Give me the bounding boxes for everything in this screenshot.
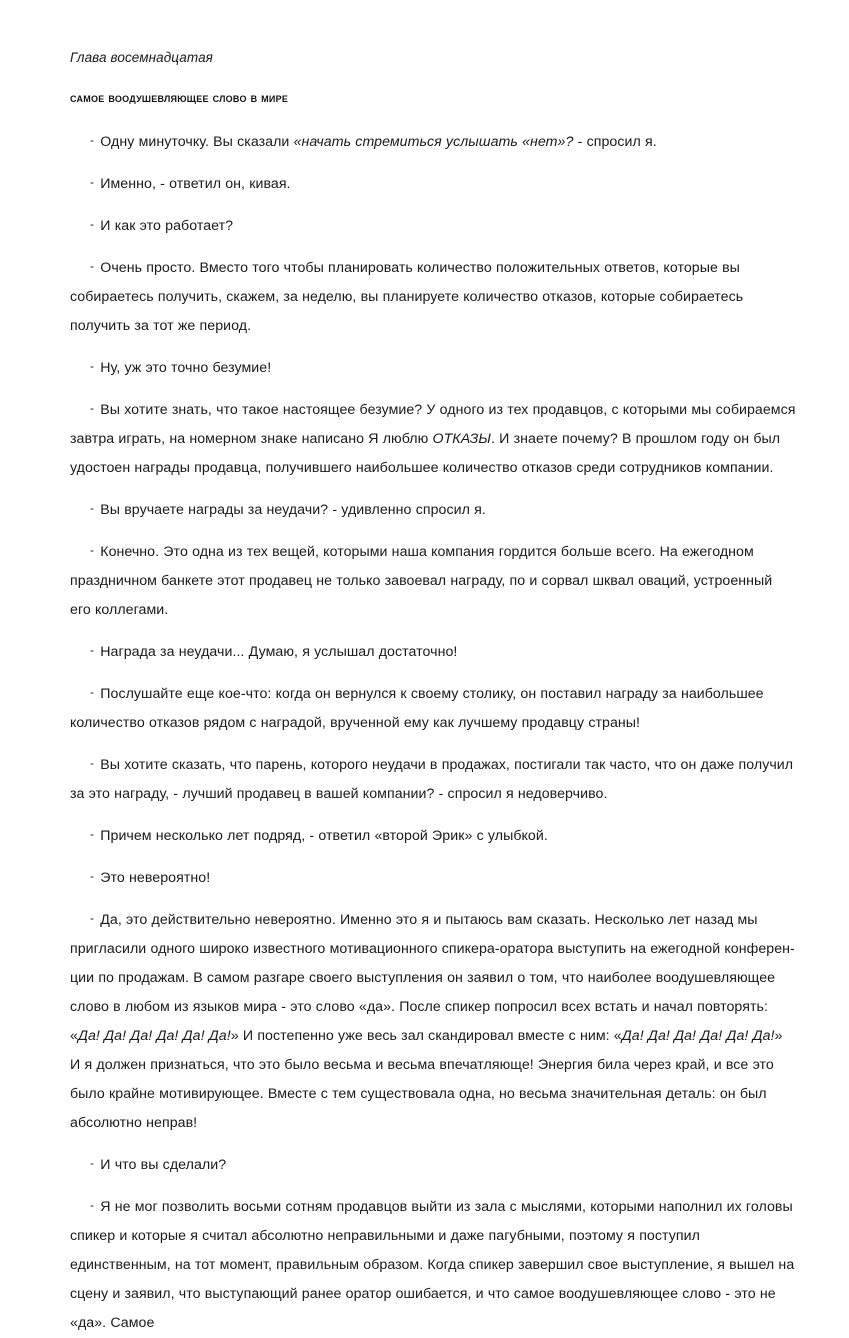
text-run: Вы хотите сказать, что парень, которого неудачи в продажах, постигали так часто, что он даже получил за это награду, - лучший продавец в вашей компании? - спросил я недоверчиво. [70, 757, 794, 802]
dialogue-dash: - [90, 756, 95, 770]
dialogue-dash: - [90, 869, 95, 883]
emphasis-run: ОТКАЗЫ [432, 431, 491, 447]
paragraph [70, 822, 796, 851]
section-heading: самое воодушевляющее слово в мире [70, 90, 289, 105]
dialogue-dash: - [90, 685, 95, 699]
dialogue-dash: - [90, 133, 95, 147]
dialogue-dash: - [90, 501, 95, 515]
paragraph-list [70, 128, 796, 1338]
text-run: Награда за неудачи... Думаю, я услышал достаточно! [100, 644, 458, 660]
text-run: Вы вручаете награды за неудачи? - удивленно спросил я. [100, 502, 486, 518]
text-run: Это невероятно! [100, 870, 211, 886]
paragraph [70, 496, 796, 525]
text-run: » И постепенно уже весь зал скандировал вместе с ним: « [230, 1028, 622, 1044]
text-run: - спросил я. [573, 134, 657, 150]
emphasis-run: Да! Да! Да! Да! Да! Да! [621, 1028, 775, 1044]
dialogue-dash: - [90, 401, 95, 415]
emphasis-run: «начать стремиться услышать «нет»? [293, 134, 574, 150]
paragraph [70, 396, 796, 483]
dialogue-dash: - [90, 1198, 95, 1212]
paragraph [70, 128, 796, 157]
text-run: . И знаете почему? В прошлом году он был удостоен награды продавца, получившего наибольшее количество отказов среди сотрудников компании. [70, 431, 781, 476]
text-run: Да, это действительно невероятно. Именно это я и пытаюсь вам сказать. Несколько лет назад мы пригласили одного широко известного мотивационного спикера-оратора выступить на ежегодной конферен-ции по продажам. В самом разгаре своего выступления он заявил о том, что наиболее воодушевляющее слово в любом из языков мира - это слово «да». После спикер попросил всех встать и начал повторять: « [70, 912, 795, 1044]
text-run: Одну минуточку. Вы сказали [100, 134, 294, 150]
chapter-label: Глава восемнадцатая [70, 50, 213, 65]
text-run: Причем несколько лет подряд, - ответил «второй Эрик» с улыбкой. [100, 828, 548, 844]
dialogue-dash: - [90, 259, 95, 273]
paragraph [70, 212, 796, 241]
dialogue-dash: - [90, 175, 95, 189]
dialogue-dash: - [90, 359, 95, 373]
dialogue-dash: - [90, 1156, 95, 1170]
paragraph [70, 638, 796, 667]
text-run: Именно, - ответил он, кивая. [100, 176, 291, 192]
text-run: Послушайте еще кое-что: когда он вернулся к своему столику, он поставил награду за наибольшее количество отказов рядом с наградой, врученной ему как лучшему продавцу страны! [70, 686, 764, 731]
text-run: И как это работает? [100, 218, 234, 234]
dialogue-dash: - [90, 827, 95, 841]
text-run: Вы хотите знать, что такое настоящее безумие? У одного из тех продавцов, с которыми мы собираемся завтра играть, на номерном знаке написано Я люблю [70, 402, 796, 447]
text-run: Я не мог позволить восьми сотням продавцов выйти из зала с мыслями, которыми наполнил их головы спикер и которые я считал абсолютно неправильными и даже пагубными, поэтому я поступил единственным, на тот момент, правильным образом. Когда спикер завершил свое выступление, я вышел на сцену и заявил, что выступающий ранее оратор ошибается, и что самое воодушевляющее слово - это не «да». Самое [70, 1199, 795, 1331]
paragraph [70, 680, 796, 738]
paragraph [70, 751, 796, 809]
text-run: Конечно. Это одна из тех вещей, которыми наша компания гордится больше всего. На ежегодном праздничном банкете этот продавец не только завоевал награду, по и сорвал шквал оваций, устроенный его коллегами. [70, 544, 773, 618]
dialogue-dash: - [90, 217, 95, 231]
paragraph [70, 170, 796, 199]
text-run: Очень просто. Вместо того чтобы планировать количество положительных ответов, которые вы собираетесь получить, скажем, за неделю, вы планируете количество отказов, которые собираетесь получить за тот же период. [70, 260, 744, 334]
paragraph [70, 254, 796, 341]
text-run: И что вы сделали? [100, 1157, 227, 1173]
paragraph [70, 906, 796, 1138]
dialogue-dash: - [90, 543, 95, 557]
text-run: » И я должен признаться, что это было весьма и весьма впечатляюще! Энергия била через край, и все это было крайне мотивирующее. Вместе с тем существовала одна, но весьма значительная деталь: он был абсолютно неправ! [70, 1028, 783, 1131]
dialogue-dash: - [90, 643, 95, 657]
dialogue-dash: - [90, 911, 95, 925]
paragraph [70, 864, 796, 893]
text-run: Ну, уж это точно безумие! [100, 360, 272, 376]
text-column [70, 49, 796, 1338]
paragraph [70, 354, 796, 383]
paragraph [70, 538, 796, 625]
paragraph [70, 1151, 796, 1180]
paragraph [70, 1193, 796, 1338]
emphasis-run: Да! Да! Да! Да! Да! Да! [77, 1028, 231, 1044]
